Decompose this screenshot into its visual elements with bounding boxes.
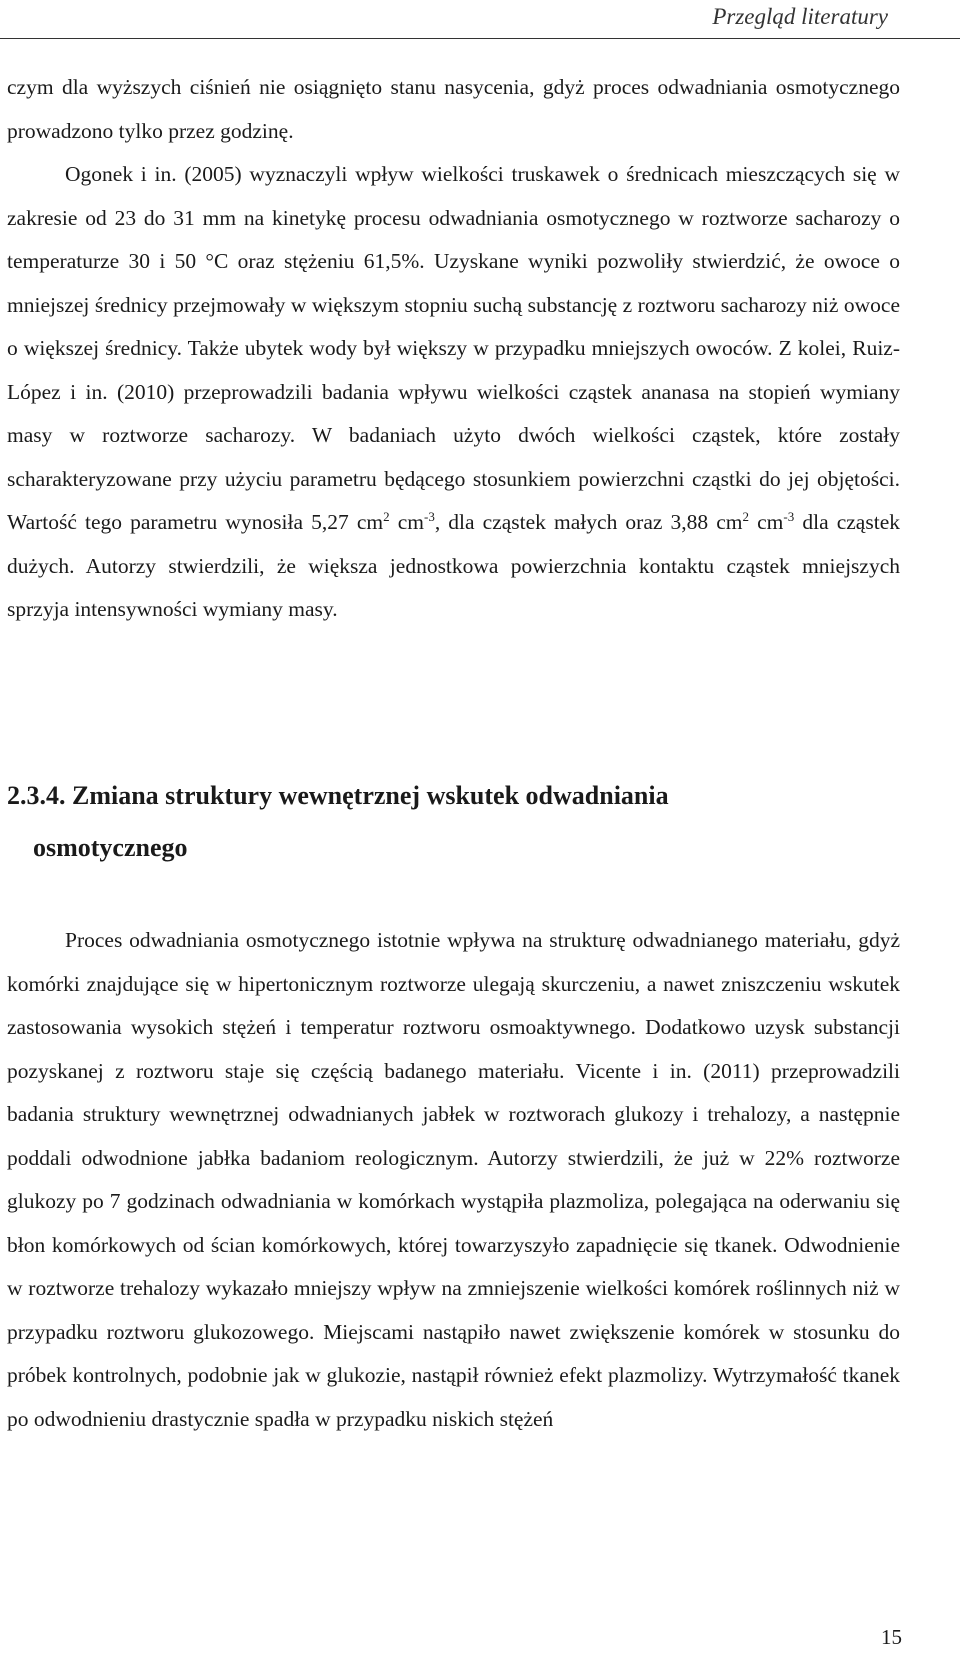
running-header: Przegląd literatury [712, 4, 888, 29]
superscript: -3 [783, 508, 795, 524]
superscript: 2 [383, 508, 390, 524]
paragraph-1 [7, 66, 900, 632]
page-number: 15 [881, 1625, 902, 1649]
header-divider [0, 38, 960, 39]
paragraph-1-part-d: , dla cząstek małych oraz 3,88 cm [434, 510, 743, 534]
section-heading-line-1: 2.3.4. Zmiana struktury wewnętrznej wskutek odwadniania [7, 781, 669, 810]
section-heading [7, 770, 900, 874]
paragraph-1-part-c: cm [389, 510, 424, 534]
paragraph-1-part-e: cm [749, 510, 784, 534]
paragraph-2-text: Proces odwadniania osmotycznego istotnie wpływa na strukturę odwadnianego materiału, gdyż komórki znajdujące się w hipertonicznym roztworze ulegają skurczeniu, a nawet zniszczeniu wskutek zastosowania wysokich stężeń i temperatur roztworu osmoaktywnego. Dodatkowo uzysk substancji pozyskanej z roztworu staje się częścią badanego materiału. Vicente i in. (2011) przeprowadzili badania struktury wewnętrznej odwadnianych jabłek w roztworach glukozy i trehalozy, a następnie poddali odwodnione jabłka badaniom reologicznym. Autorzy stwierdzili, że już w 22% roztworze glukozy po 7 godzinach odwadniania w komórkach wystąpiła plazmoliza, polegająca na oderwaniu się błon komórkowych od ścian komórkowych, której towarzyszyło zapadnięcie się tkanek. Odwodnienie w roztworze trehalozy wykazało mniejszy wpływ na zmniejszenie wielkości komórek roślinnych niż w przypadku roztworu glukozowego. Miejscami nastąpiło nawet zwiększenie komórek w stosunku do próbek kontrolnych, podobnie jak w glukozie, nastąpił również efekt plazmolizy. Wytrzymałość tkanek po odwodnieniu drastycznie spadła w przypadku niskich stężeń [7, 928, 900, 1431]
paragraph-1-part-f: dla cząstek dużych. Autorzy stwierdzili, że większa jednostkowa powierzchnia kontaktu cząstek mniejszych sprzyja intensywności wymiany masy. [7, 510, 900, 621]
paragraph-2 [7, 919, 900, 1441]
paragraph-1-part-a: czym dla wyższych ciśnień nie osiągnięto stanu nasycenia, gdyż proces odwadniania osmotycznego prowadzono tylko przez godzinę. [7, 75, 900, 143]
superscript: -3 [423, 508, 435, 524]
section-heading-line-2: osmotycznego [33, 833, 188, 862]
superscript: 2 [742, 508, 750, 524]
paragraph-1-part-b: Ogonek i in. (2005) wyznaczyli wpływ wielkości truskawek o średnicach mieszczących się w zakresie od 23 do 31 mm na kinetykę procesu odwadniania osmotycznego w roztworze sacharozy o temperaturze 30 i 50 °C oraz stężeniu 61,5%. Uzyskane wyniki pozwoliły stwierdzić, że owoce o mniejszej średnicy przejmowały w większym stopniu suchą substancję z roztworu sacharozy niż owoce o większej średnicy. Także ubytek wody był większy w przypadku mniejszych owoców. Z kolei, Ruiz-López i in. (2010) przeprowadzili badania wpływu wielkości cząstek ananasa na stopień wymiany masy w roztworze sacharozy. W badaniach użyto dwóch wielkości cząstek, które zostały scharakteryzowane przy użyciu parametru będącego stosunkiem powierzchni cząstki do jej objętości. Wartość tego parametru wynosiła 5,27 cm [7, 162, 900, 534]
